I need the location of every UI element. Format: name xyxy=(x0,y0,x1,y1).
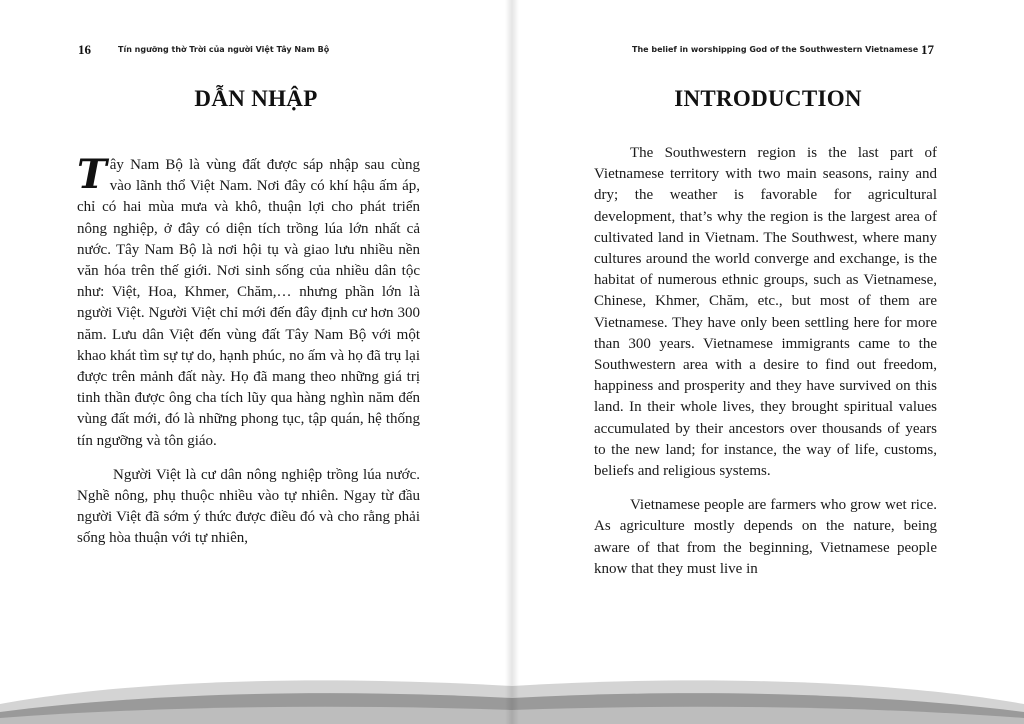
left-paragraph-1-text: ây Nam Bộ là vùng đất được sáp nhập sau cùng vào lãnh thổ Việt Nam. Nơi đây có khí hậu ấm áp, chỉ có hai mùa mưa và khô, thuận lợi cho phát triển nông nghiệp, ở đây có diện tích trồng lúa lớn nhất cả nước. Tây Nam Bộ là nơi hội tụ và giao lưu nhiều nền văn hóa trên thế giới. Nơi sinh sống của nhiều dân tộc như: Việt, Hoa, Khmer, Chăm,… nhưng phần lớn là người Việt. Người Việt chỉ mới đến đây định cư hơn 300 năm. Lưu dân Việt đến vùng đất Tây Nam Bộ với một khao khát tìm sự tự do, hạnh phúc, no ấm và họ đã trụ lại được trên mảnh đất này. Họ đã mang theo những giá trị tinh thần được ông cha tích lũy qua hàng nghìn năm đến vùng đất mới, đó là những phong tục, tập quán, hệ thống tín ngưỡng và tôn giáo. xyxy=(77,157,420,449)
right-running-head: The belief in worshipping God of the Southwestern Vietnamese xyxy=(632,45,919,54)
right-paragraph-1: The Southwestern region is the last part of Vietnamese territory with two main seasons, rainy and dry; the weather is favorable for agricultural development, that’s why the region is the largest area of cultivated land in Vietnam. The Southwest, where many cultures around the world converge and exchange, is the habitat of numerous ethnic groups, such as Vietnamese, Chinese, Khmer, Chăm, etc., but most of them are Vietnamese. They have only been settling here for more than 300 years. Vietnamese immigrants came to the Southwestern area with a desire to find out freedom, happiness and prosperity and they have survived on this land. In their whole lives, they brought spiritual values accumulated by their ancestors over thousands of years to the new land; for instance, the way of life, customs, beliefs and religious systems. xyxy=(594,145,937,480)
drop-cap: T xyxy=(77,151,107,198)
left-paragraph-2: Người Việt là cư dân nông nghiệp trồng lúa nước. Nghề nông, phụ thuộc nhiều vào tự nhiên. Ngay từ đầu người Việt đã sớm ý thức được điều đó và cho rằng phải sống hòa thuận với tự nhiên, xyxy=(77,466,420,547)
left-wave-decoration xyxy=(0,664,512,724)
right-page xyxy=(512,0,1024,724)
left-chapter-title: DẪN NHẬP xyxy=(194,86,318,111)
right-chapter-title: INTRODUCTION xyxy=(674,86,862,111)
left-running-head: Tín ngưỡng thờ Trời của người Việt Tây Nam Bộ xyxy=(118,45,330,54)
left-body-text xyxy=(77,151,420,563)
right-wave-decoration xyxy=(512,664,1024,724)
right-page-number: 17 xyxy=(921,42,934,57)
book-gutter-shadow xyxy=(505,0,519,724)
left-paragraph-1 xyxy=(77,151,420,452)
right-body-text xyxy=(594,143,937,593)
left-page-number: 16 xyxy=(78,42,91,57)
right-paragraph-2: Vietnamese people are farmers who grow wet rice. As agriculture mostly depends on the nature, being aware of that from the beginning, Vietnamese people know that they must live in xyxy=(594,497,937,577)
